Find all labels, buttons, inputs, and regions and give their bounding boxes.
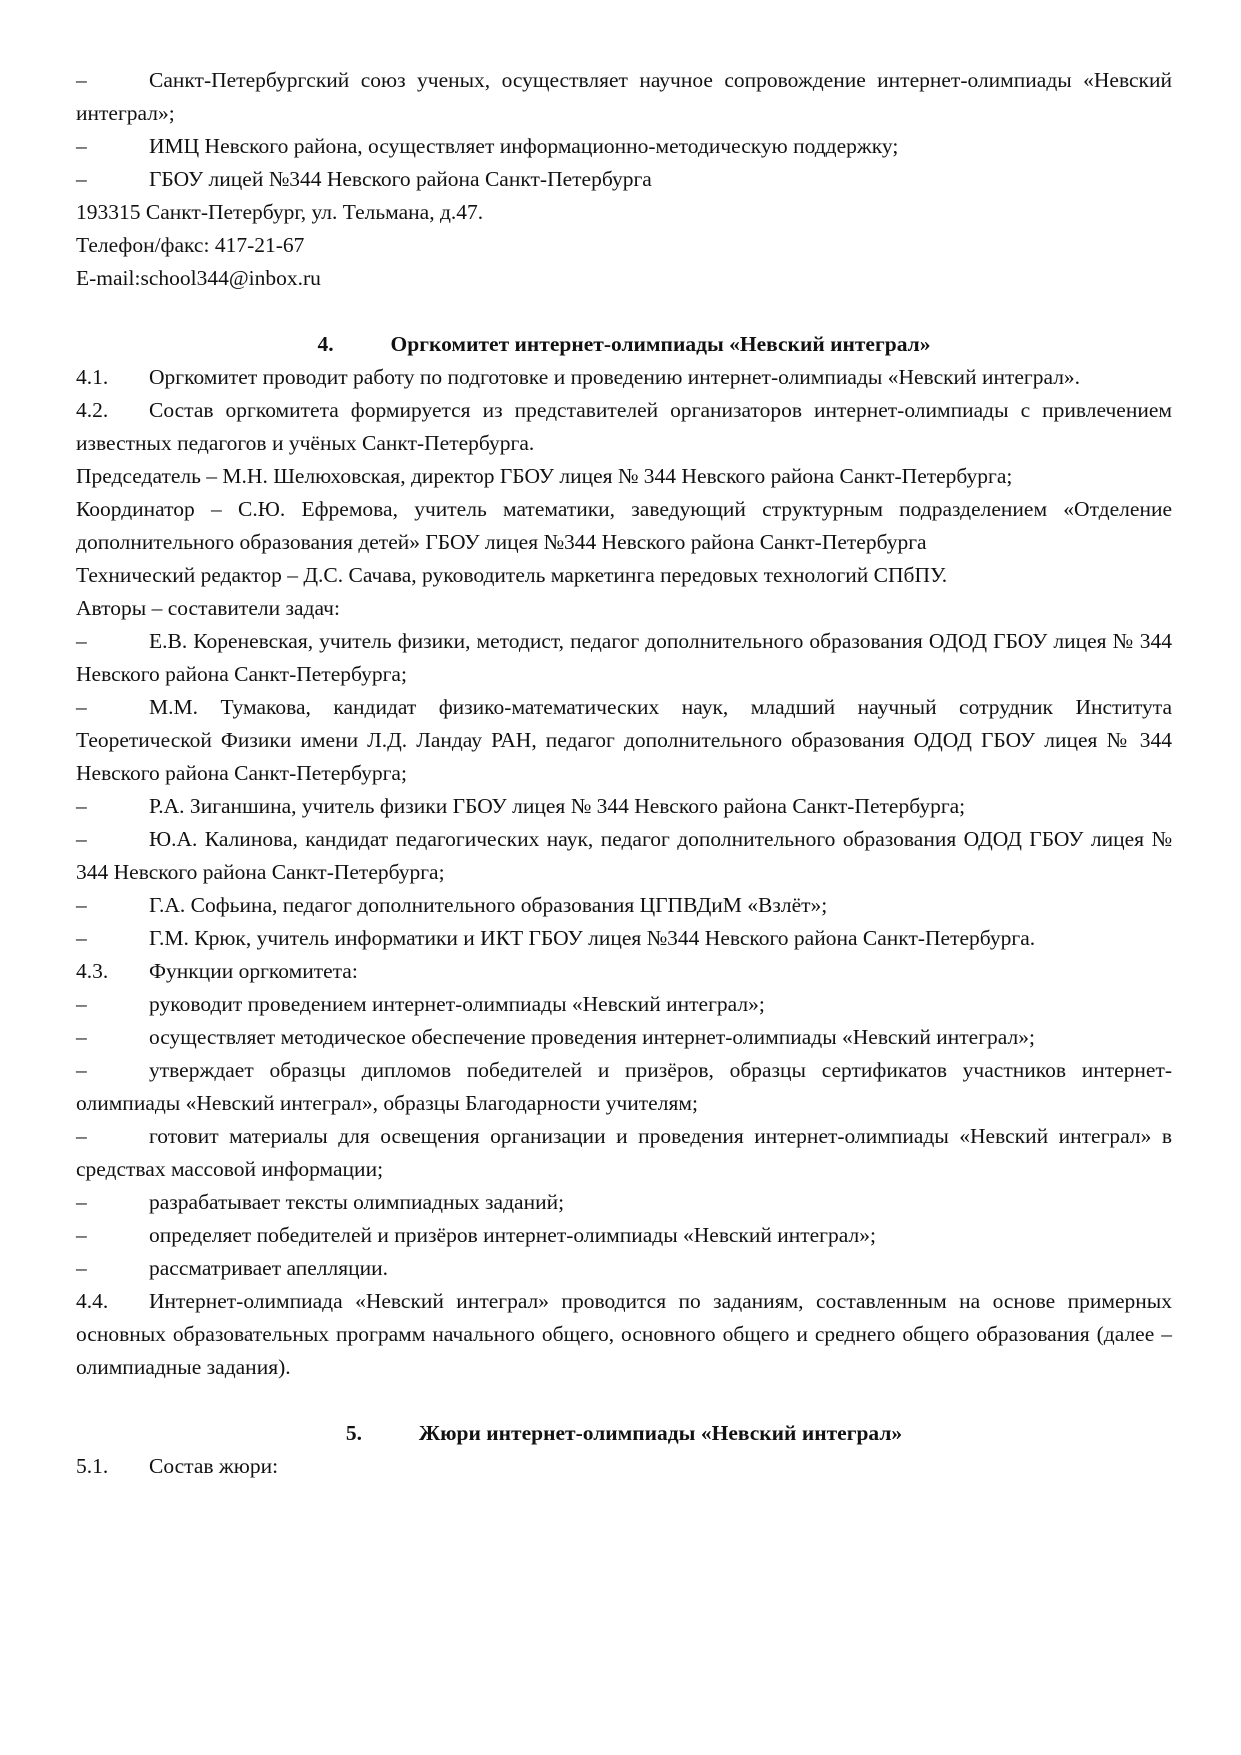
list-item: – ИМЦ Невского района, осуществляет информационно-методическую поддержку; (76, 130, 1172, 163)
dash-marker: – (76, 827, 87, 851)
dash-marker: – (76, 992, 87, 1016)
paragraph-4-4: 4.4. Интернет-олимпиада «Невский интеграл» проводится по заданиям, составленным на основе примерных основных образовательных программ начального общего, основного общего и среднего общего образования (далее – олимпиадные задания). (76, 1285, 1172, 1384)
chair-line: Председатель – М.Н. Шелюховская, директор ГБОУ лицея № 344 Невского района Санкт-Петербурга; (76, 464, 1013, 488)
function-item: – готовит материалы для освещения организации и проведения интернет-олимпиады «Невский интеграл» в средствах массовой информации; (76, 1120, 1172, 1186)
dash-marker: – (76, 695, 87, 719)
list-item: – Санкт-Петербургский союз ученых, осуществляет научное сопровождение интернет-олимпиады «Невский интеграл»; (76, 64, 1172, 130)
dash-marker: – (76, 893, 87, 917)
dash-marker: – (76, 134, 87, 158)
paragraph-5-1: 5.1. Состав жюри: (76, 1450, 1172, 1483)
author-item: – Р.А. Зиганшина, учитель физики ГБОУ лицея № 344 Невского района Санкт-Петербурга; (76, 790, 1172, 823)
document-page (76, 64, 1172, 1483)
authors-label: Авторы – составители задач: (76, 596, 340, 620)
coordinator-line: Координатор – С.Ю. Ефремова, учитель математики, заведующий структурным подразделением «Отделение дополнительного образования детей» ГБОУ лицея №344 Невского района Санкт-Петербурга (76, 497, 1172, 554)
list-item: – ГБОУ лицей №344 Невского района Санкт-Петербурга (76, 163, 1172, 196)
paragraph-4-3: 4.3. Функции оргкомитета: (76, 955, 1172, 988)
dash-marker: – (76, 167, 87, 191)
author-item: – Ю.А. Калинова, кандидат педагогических наук, педагог дополнительного образования ОДОД ГБОУ лицея № 344 Невского района Санкт-Петербурга; (76, 823, 1172, 889)
function-item: – разрабатывает тексты олимпиадных заданий; (76, 1186, 1172, 1219)
address-line: 193315 Санкт-Петербург, ул. Тельмана, д.47. (76, 200, 484, 224)
author-item: – Г.М. Крюк, учитель информатики и ИКТ ГБОУ лицея №344 Невского района Санкт-Петербурга. (76, 922, 1172, 955)
dash-marker: – (76, 1223, 87, 1247)
dash-marker: – (76, 1190, 87, 1214)
dash-marker: – (76, 1256, 87, 1280)
function-item: – осуществляет методическое обеспечение проведения интернет-олимпиады «Невский интеграл»; (76, 1021, 1172, 1054)
dash-marker: – (76, 794, 87, 818)
section-5-heading (76, 1417, 1172, 1450)
dash-marker: – (76, 68, 87, 92)
tech-editor-line: Технический редактор – Д.С. Сачава, руководитель маркетинга передовых технологий СПбПУ. (76, 563, 948, 587)
phone-line: Телефон/факс: 417-21-67 (76, 233, 305, 257)
function-item: – утверждает образцы дипломов победителей и призёров, образцы сертификатов участников интернет-олимпиады «Невский интеграл», образцы Благодарности учителям; (76, 1054, 1172, 1120)
function-item: – определяет победителей и призёров интернет-олимпиады «Невский интеграл»; (76, 1219, 1172, 1252)
section-number: 5. (345, 1421, 362, 1445)
paragraph-4-2: 4.2. Состав оргкомитета формируется из представителей организаторов интернет-олимпиады с привлечением известных педагогов и учёных Санкт-Петербурга. (76, 394, 1172, 460)
paragraph-4-1: 4.1. Оргкомитет проводит работу по подготовке и проведению интернет-олимпиады «Невский интеграл». (76, 361, 1172, 394)
dash-marker: – (76, 926, 87, 950)
dash-marker: – (76, 1124, 87, 1148)
function-item: – руководит проведением интернет-олимпиады «Невский интеграл»; (76, 988, 1172, 1021)
paragraph-number: 4.3. (76, 959, 109, 983)
author-item: – М.М. Тумакова, кандидат физико-математических наук, младший научный сотрудник Института Теоретической Физики имени Л.Д. Ландау РАН, педагог дополнительного образования ОДОД ГБОУ лицея № 344 Невского района Санкт-Петербурга; (76, 691, 1172, 790)
dash-marker: – (76, 629, 87, 653)
paragraph-number: 4.4. (76, 1289, 109, 1313)
section-4-heading (76, 328, 1172, 361)
function-item: – рассматривает апелляции. (76, 1252, 1172, 1285)
author-item: – Г.А. Софьина, педагог дополнительного образования ЦГПВДиМ «Взлёт»; (76, 889, 1172, 922)
dash-marker: – (76, 1025, 87, 1049)
paragraph-number: 5.1. (76, 1454, 109, 1478)
paragraph-number: 4.2. (76, 398, 109, 422)
email-line: E-mail:school344@inbox.ru (76, 266, 321, 290)
section-title: Оргкомитет интернет-олимпиады «Невский интеграл» (390, 332, 931, 356)
paragraph-number: 4.1. (76, 365, 109, 389)
section-number: 4. (317, 332, 334, 356)
author-item: – Е.В. Кореневская, учитель физики, методист, педагог дополнительного образования ОДОД ГБОУ лицея № 344 Невского района Санкт-Петербурга; (76, 625, 1172, 691)
section-title: Жюри интернет-олимпиады «Невский интеграл» (418, 1421, 903, 1445)
dash-marker: – (76, 1058, 87, 1082)
